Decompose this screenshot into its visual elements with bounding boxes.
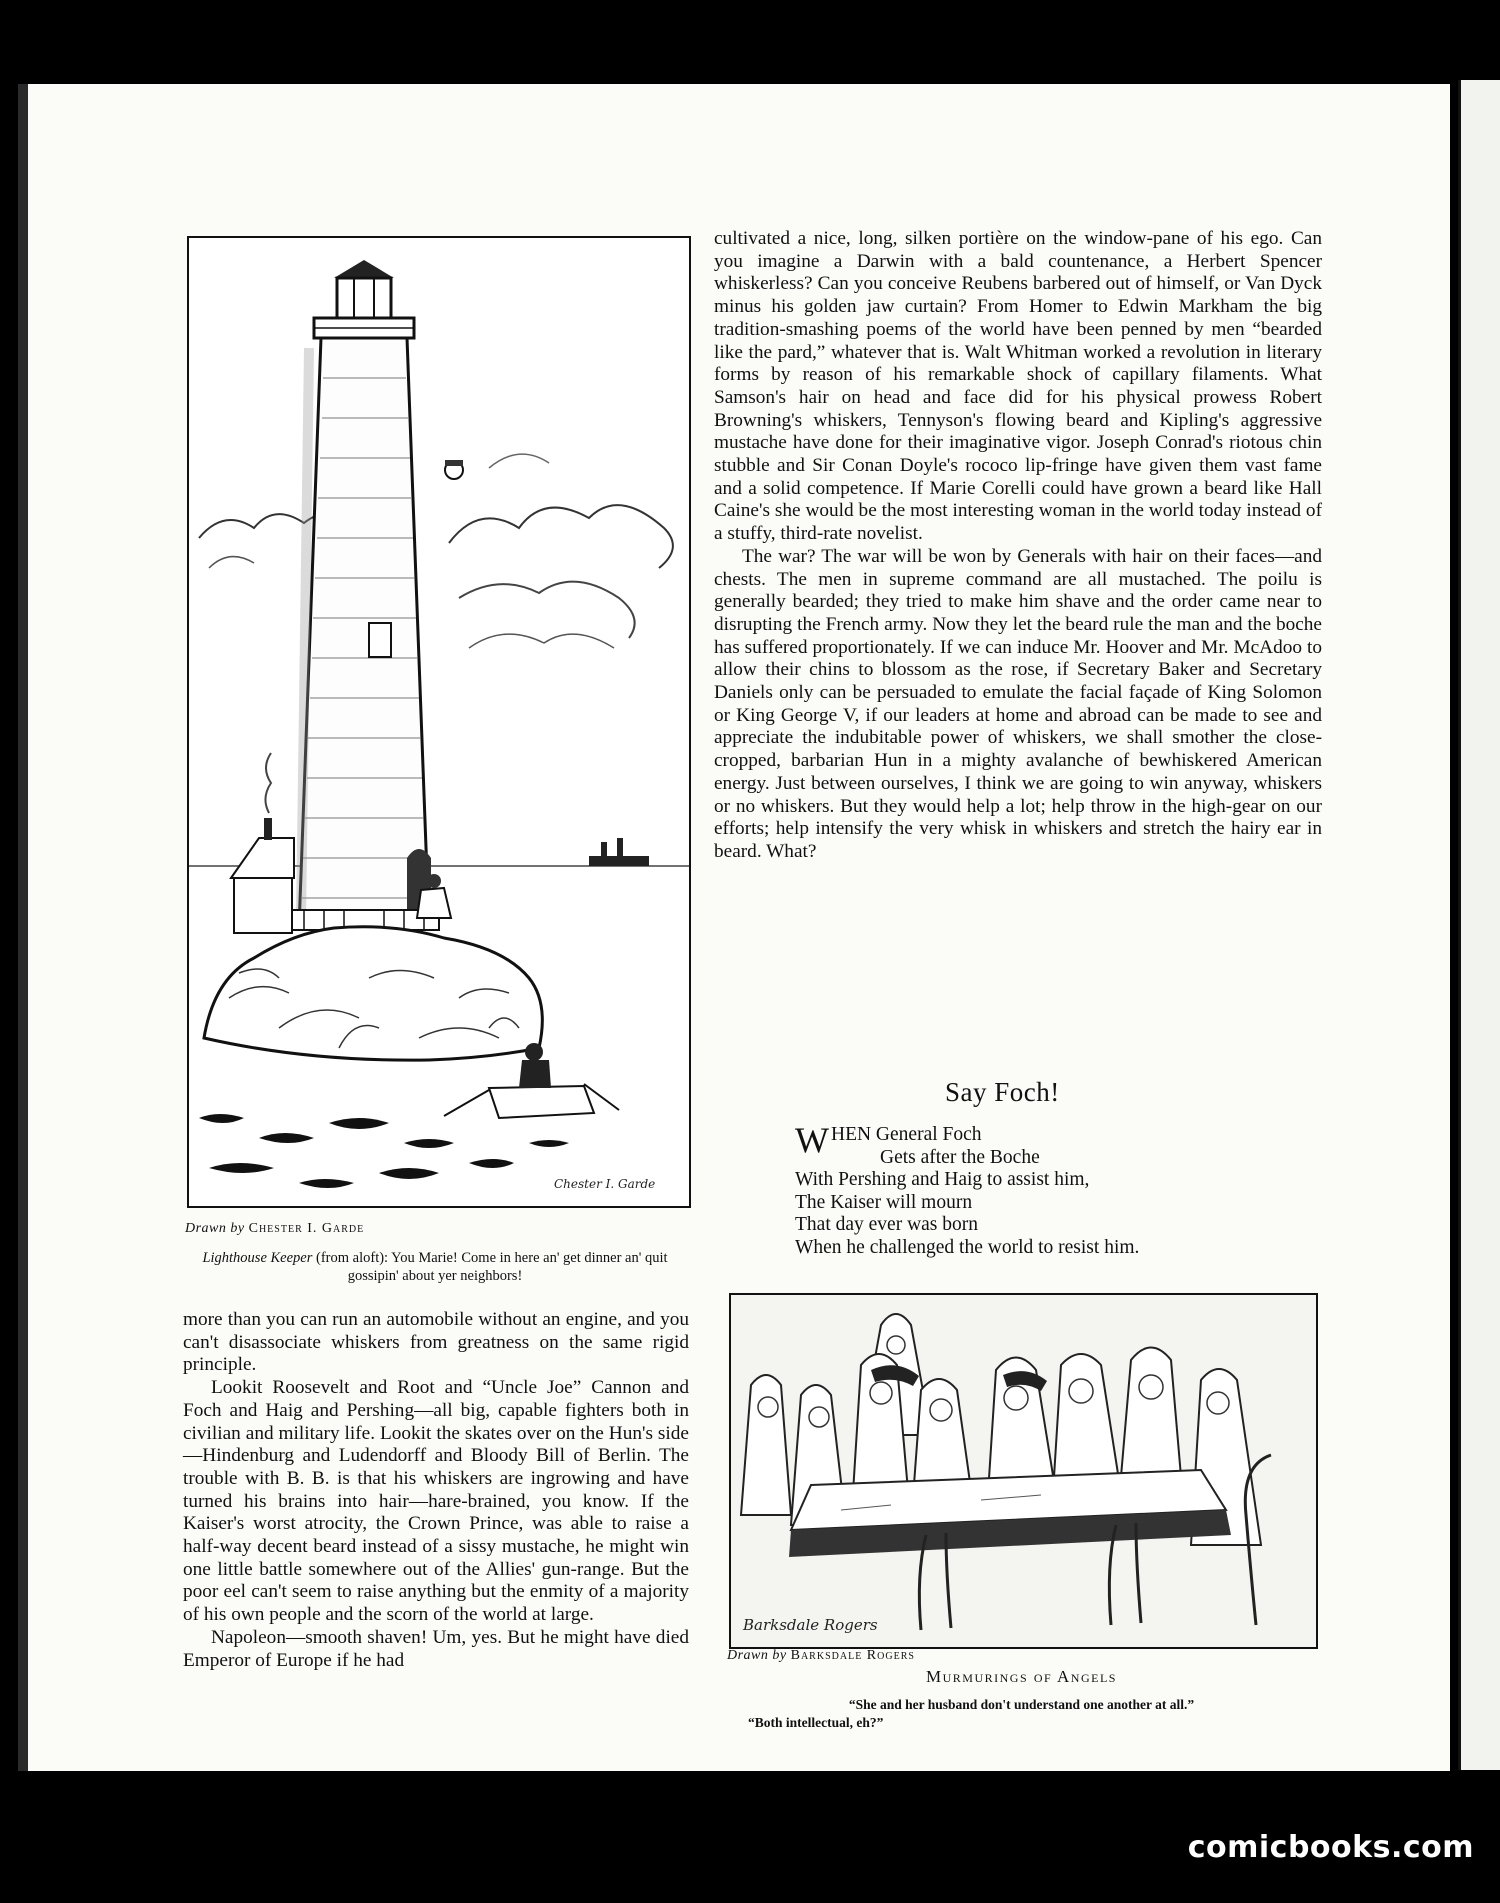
right-column-text — [714, 228, 1322, 864]
lighthouse-illustration — [187, 236, 691, 1208]
lighthouse-caption-text: (from aloft): You Marie! Come in here an' get dinner an' quit gossipin' about yer neighbors! — [316, 1250, 668, 1284]
angels-illustration — [729, 1293, 1318, 1649]
lighthouse-caption-speaker: Lighthouse Keeper — [202, 1250, 313, 1266]
poem-line-4: The Kaiser will mourn — [795, 1191, 973, 1213]
lighthouse-artist-name: Chester I. Garde — [248, 1221, 365, 1236]
right-paragraph-2: The war? The war will be won by Generals with hair on their faces—and chests. The men in supreme command are all mustached. The poilu is generally bearded; they tried to make him shave and the order came near to disrupting the French army. Now they let the beard rule the man and the boche has suffered proportionately. If we can induce Mr. Hoover and Mr. McAdoo to allow their chins to blossom as the rose, if Secretary Baker and Secretary Daniels only can be persuaded to emulate the facial façade of King Solomon or King George V, if our leaders at home and abroad can be made to see and appreciate the indubitable power of whiskers, we shall smother the close-cropped, barbarian Hun in a mighty avalanche of bewhiskered American energy. Just between ourselves, I think we are going to win anyway, whiskers or no whiskers. But they would help a lot; help throw in the high-gear on our efforts; help intensify the very whisk in whiskers and stretch the hairy ear in beard. What? — [714, 545, 1322, 862]
lighthouse-caption — [190, 1249, 680, 1285]
adjacent-page-edge — [1458, 80, 1500, 1770]
poem-title: Say Foch! — [945, 1077, 1060, 1107]
lighthouse-drawing — [189, 238, 689, 1206]
left-paragraph-2: Lookit Roosevelt and Root and “Uncle Joe” Cannon and Foch and Haig and Pershing—all big, capable fighters both in civilian and military life. Lookit the skates over on the Hun's side—Hindenburg and Ludendorff and Bloody Bill of Berlin. The trouble with B. B. is that his whiskers are ingrowing and have turned his brains into hair—hare-brained, you know. If the Kaiser's worst atrocity, the Crown Prince, was able to raise a half-way decent beard instead of a sissy mustache, he might win one little battle somewhere out of the Allies' gun-range. But the poor eel can't seem to raise anything but the enmity of a majority of his own people and the scorn of the world at large. — [183, 1377, 689, 1626]
site-watermark: comicbooks.com — [1187, 1830, 1474, 1865]
angels-credit — [727, 1648, 915, 1664]
right-paragraph-1: cultivated a nice, long, silken portière on the window-pane of his ego. Can you imagine a Darwin with a bald countenance, a Herbert Spencer whiskerless? Can you conceive Reubens barbered out of himself, or Van Dyck minus his golden jaw curtain? From Homer to Edwin Markham the big tradition-smashing poems of the world have been penned by men “bearded like the pard,” whatever that is. Walt Whitman worked a revolution in literary forms by reason of his remarkable shock of capillary filaments. What Samson's hair on head and face did for his physical prowess Robert Browning's whiskers, Tennyson's flowing beard and Kipling's aggressive mustache have done for their imaginative vigor. Joseph Conrad's riotous chin stubble and Sir Conan Doyle's rococo lip-fringe have given them vast fame and a solid competence. If Marie Corelli could have grown a beard like Hall Caine's she would be the most interesting woman in the world today instead of a stuffy, third-rate novelist. — [714, 228, 1322, 545]
poem-line-1-text: HEN General Foch — [830, 1124, 982, 1145]
angels-credit-prefix: Drawn by — [727, 1648, 787, 1663]
lighthouse-credit — [185, 1221, 364, 1237]
angels-artist-name: Barksdale Rogers — [790, 1648, 915, 1663]
angels-signature: Barksdale Rogers — [743, 1616, 878, 1634]
poem-line-6: When he challenged the world to resist him. — [795, 1236, 1140, 1258]
left-paragraph-3: Napoleon—smooth shaven! Um, yes. But he might have died Emperor of Europe if he had — [183, 1626, 689, 1671]
angels-title: Murmurings of Angels — [926, 1667, 1117, 1686]
poem-line-3: With Pershing and Haig to assist him, — [795, 1169, 1090, 1191]
angels-caption-line-2: “Both intellectual, eh?” — [748, 1715, 884, 1730]
angels-caption-line-1: “She and her husband don't understand one another at all.” — [848, 1697, 1195, 1712]
poem-line-2: Gets after the Boche — [880, 1146, 1040, 1168]
left-column-text — [183, 1309, 689, 1672]
poem-line-5: That day ever was born — [795, 1214, 979, 1236]
lighthouse-signature: Chester I. Garde — [554, 1177, 656, 1191]
angels-drawing — [731, 1295, 1316, 1647]
left-paragraph-1: more than you can run an automobile without an engine, and you can't disassociate whiskers from greatness on the same rigid principle. — [183, 1309, 689, 1376]
lighthouse-credit-prefix: Drawn by — [185, 1221, 245, 1236]
poem-body — [795, 1120, 1275, 1260]
poem-dropcap: W — [795, 1120, 829, 1160]
